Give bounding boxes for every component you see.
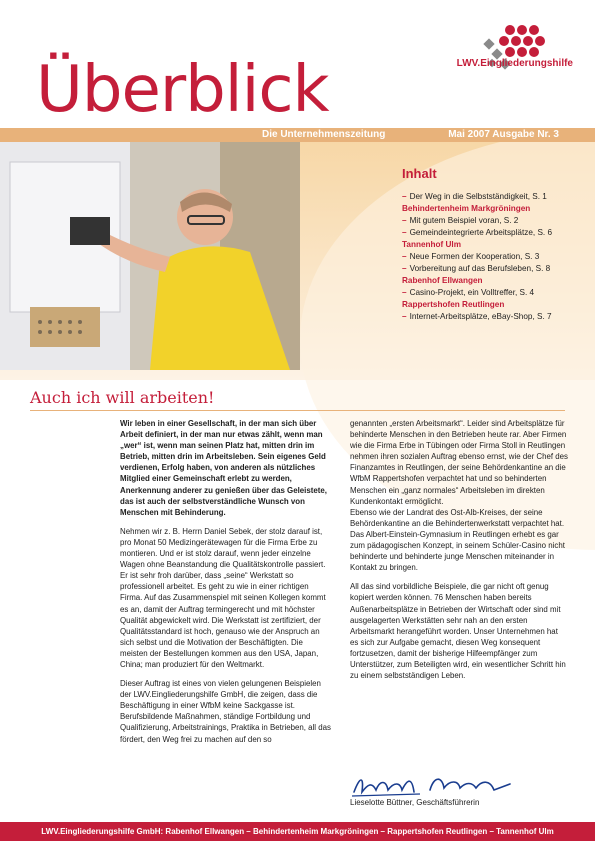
toc-section: Tannenhof Ulm	[402, 240, 461, 249]
headline-rule	[30, 410, 565, 411]
toc-item[interactable]: – Der Weg in die Selbstständigkeit, S. 1	[402, 192, 547, 201]
dash-icon: –	[402, 216, 407, 225]
cover-photo	[0, 142, 300, 370]
article-column-2	[350, 418, 568, 689]
signer-name: Lieselotte Büttner, Geschäftsführerin	[350, 798, 480, 807]
toc-item[interactable]: – Casino-Projekt, ein Volltreffer, S. 4	[402, 288, 535, 297]
dash-icon: –	[402, 312, 407, 321]
toc-item[interactable]: – Gemeindeintegrierte Arbeitsplätze, S. 6	[402, 228, 553, 237]
table-of-contents	[402, 166, 582, 323]
article-headline: Auch ich will arbeiten!	[30, 388, 215, 407]
article-paragraph: Ebenso wie der Landrat des Ost-Alb-Kreises, der seine Behördenkantine an die Behindertenwerkstatt verpachtet hat. Das Albert-Einstein-Gymnasium in Reutlingen erhebt es gar zum pädagogischen Konzept, in seinem Schüler-Casino nicht behinderte und behinderte junge Menschen miteinander in Kontakt zu bringen.	[350, 507, 565, 573]
dash-icon: –	[402, 228, 407, 237]
toc-item[interactable]: – Neue Formen der Kooperation, S. 3	[402, 252, 540, 261]
toc-item[interactable]: – Internet-Arbeitsplätze, eBay-Shop, S. 7	[402, 312, 552, 321]
toc-item[interactable]: – Vorbereitung auf das Berufsleben, S. 8	[402, 264, 551, 273]
toc-section: Rabenhof Ellwangen	[402, 276, 483, 285]
toc-heading: Inhalt	[402, 166, 437, 181]
toc-item[interactable]: – Mit gutem Beispiel voran, S. 2	[402, 216, 519, 225]
logo-text: LWV.Eingliederungshilfe	[456, 58, 573, 69]
issue-info: Mai 2007 Ausgabe Nr. 3	[448, 129, 559, 140]
dash-icon: –	[402, 264, 407, 273]
dash-icon: –	[402, 192, 407, 201]
article-paragraph: Dieser Auftrag ist eines von vielen gelungenen Beispielen der LWV.Eingliederungshilfe GmbH, die zeigen, dass die Beschäftigung in einer WfbM keine Sackgasse ist. Berufsbildende Maßnahmen, ständige Fortbildung und Qualifizierung, Arbeitstrainings, Praktika in Betrieben, all das fördert, den Weg frei zu machen auf den so	[120, 679, 331, 744]
dash-icon: –	[402, 288, 407, 297]
toc-section: Rappertshofen Reutlingen	[402, 300, 505, 309]
toc-section: Behindertenheim Markgröningen	[402, 204, 531, 213]
organization-logo	[405, 18, 575, 78]
footer-bar: LWV.Eingliederungshilfe GmbH: Rabenhof Ellwangen – Behindertenheim Markgröningen – Rappertshofen Reutlingen – Tannenhof Ulm	[0, 822, 595, 841]
masthead-title: Überblick	[36, 53, 329, 127]
dash-icon: –	[402, 252, 407, 261]
signature-image	[350, 772, 520, 800]
masthead-subtitle: Die Unternehmenszeitung	[262, 129, 386, 140]
article-paragraph: All das sind vorbildliche Beispiele, die gar nicht oft genug kopiert werden können. 76 Menschen haben bereits Außenarbeitsplätze in Betrieben der Wirtschaft oder sind mit ausgelagerten Werkstätten sehr nah an den ersten Arbeitsmarkt herangeführt worden. Unser Unternehmen hat es sich zur Aufgabe gemacht, diesen Weg konsequent fortzusetzen, damit der bisherige Hilfeempfänger zum Unterstützer, zum Beteiligten wird, ein wesentlicher Schritt hin zu einem selbstständigen Leben.	[350, 582, 566, 681]
article-lead: Wir leben in einer Gesellschaft, in der man sich über Arbeit definiert, in der man nur etwas zählt, wenn man „wer“ ist, wenn man seinen Platz hat, mitten drin im Betrieb, mitten drin im Arbeitsleben. Sein eigenes Geld verdienen, Erfolg haben, von anderen als nützliches Mitglied einer Gemeinschaft erlebt zu werden, Anerkennung anderer zu genießen über das Geleistete, das ist auch der selbstverständliche Wunsch von Menschen mit Behinderung.	[120, 419, 327, 517]
article-column-1	[120, 418, 332, 753]
article-paragraph: Nehmen wir z. B. Herrn Daniel Sebek, der stolz darauf ist, pro Monat 50 Medizingerätewagen für die Firma Erbe zu montieren. Und er ist stolz darauf, wenn jeder einzelne Wagen ohne Beanstandung die Qualitätskontrolle passiert. Er ist sehr froh darüber, dass „seine“ Werkstatt so professionell arbeitet. Es geht zu wie in einer richtigen Firma. Auf das Zusammenspiel mit seinen Kollegen kommt es an, damit der Auftrag termingerecht und mit höchster Qualität abgewickelt wird. Die Werkstatt ist zertifiziert, der Qualitätsstandard ist hoch, genauso wie der Anspruch an sich selbst und die Motivation der Beschäftigten. Die meisten der Bestellungen kommen aus den USA, Japan, China; man produziert für den Weltmarkt.	[120, 526, 326, 669]
article-paragraph: genannten „ersten Arbeitsmarkt“. Leider sind Arbeitsplätze für behinderte Menschen in den Betrieben heute rar. Aber Firmen wie die Firma Erbe in Tübingen oder Firma Stoll in Reutlingen nehmen ihren sozialen Auftrag ebenso ernst, wie der Chef des Finanzamtes in Reutlingen, der seine Behördenkantine an die WfbM Rappertshofen verpachtet hat und so behinderten Menschen ein „ganz normales“ Arbeitsleben im direkten Kundenkontakt ermöglicht.	[350, 419, 569, 506]
